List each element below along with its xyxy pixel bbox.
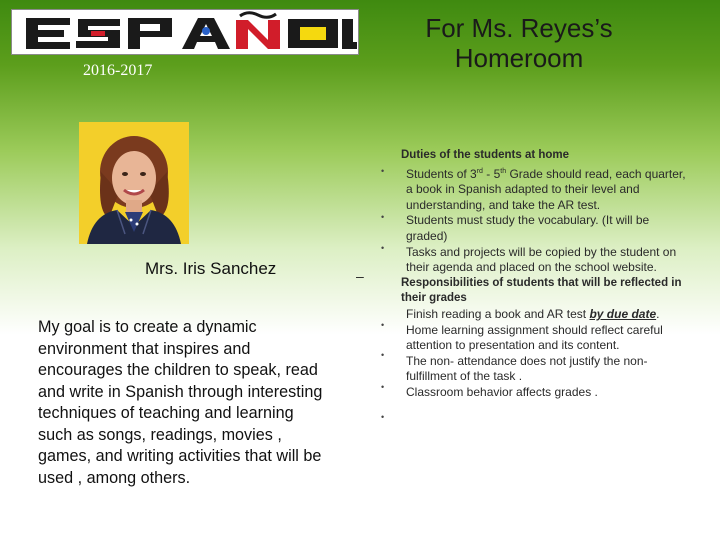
- duty-item: Students must study the vocabulary. (It will be graded): [406, 213, 650, 243]
- responsibility-item: Classroom behavior affects grades .: [406, 384, 598, 399]
- responsibility-item: The non- attendance does not justify the non-fulfillment of the task .: [406, 353, 648, 384]
- bullet-icon: •: [381, 350, 385, 360]
- duty-item: Tasks and projects will be copied by the student on their agenda and placed on the school website.: [406, 244, 677, 275]
- teacher-name: Mrs. Iris Sanchez: [145, 259, 277, 278]
- teacher-photo: [79, 122, 189, 244]
- responsibility-item: Finish reading a book and AR test by due date.: [406, 306, 660, 321]
- duties-heading: Duties of the students at home: [401, 149, 570, 161]
- bullet-icon: •: [381, 243, 385, 253]
- duty-item: Students of 3rd - 5th Grade should read, each quarter, a book in Spanish adapted to their level and understanding, and take the AR test.: [406, 166, 686, 212]
- espanol-logo-art: [12, 10, 358, 54]
- teacher-goal-text: My goal is to create a dynamic environment that inspires and encourages the children to speak, read and write in Spanish through interesting techniques of teaching and learning such as songs, readings, movies , games, and writing activities that will be used , among others.: [38, 318, 323, 487]
- bullet-icon: •: [381, 412, 385, 422]
- espanol-logo: [11, 9, 359, 55]
- responsibilities-heading: Responsibilities of students that will be reflected in their grades: [401, 276, 682, 305]
- student-duties-list: [401, 148, 693, 401]
- teacher-portrait-image: [79, 122, 189, 244]
- bullet-icon: •: [381, 166, 385, 176]
- page-title: For Ms. Reyes’s Homeroom: [425, 13, 613, 73]
- responsibility-item: Home learning assignment should reflect careful attention to presentation and its content.: [406, 322, 663, 353]
- sublist-dash: –: [356, 268, 364, 284]
- school-year: 2016-2017: [83, 62, 153, 79]
- bullet-icon: •: [381, 212, 385, 222]
- bullet-icon: •: [381, 320, 385, 330]
- bullet-icon: •: [381, 382, 385, 392]
